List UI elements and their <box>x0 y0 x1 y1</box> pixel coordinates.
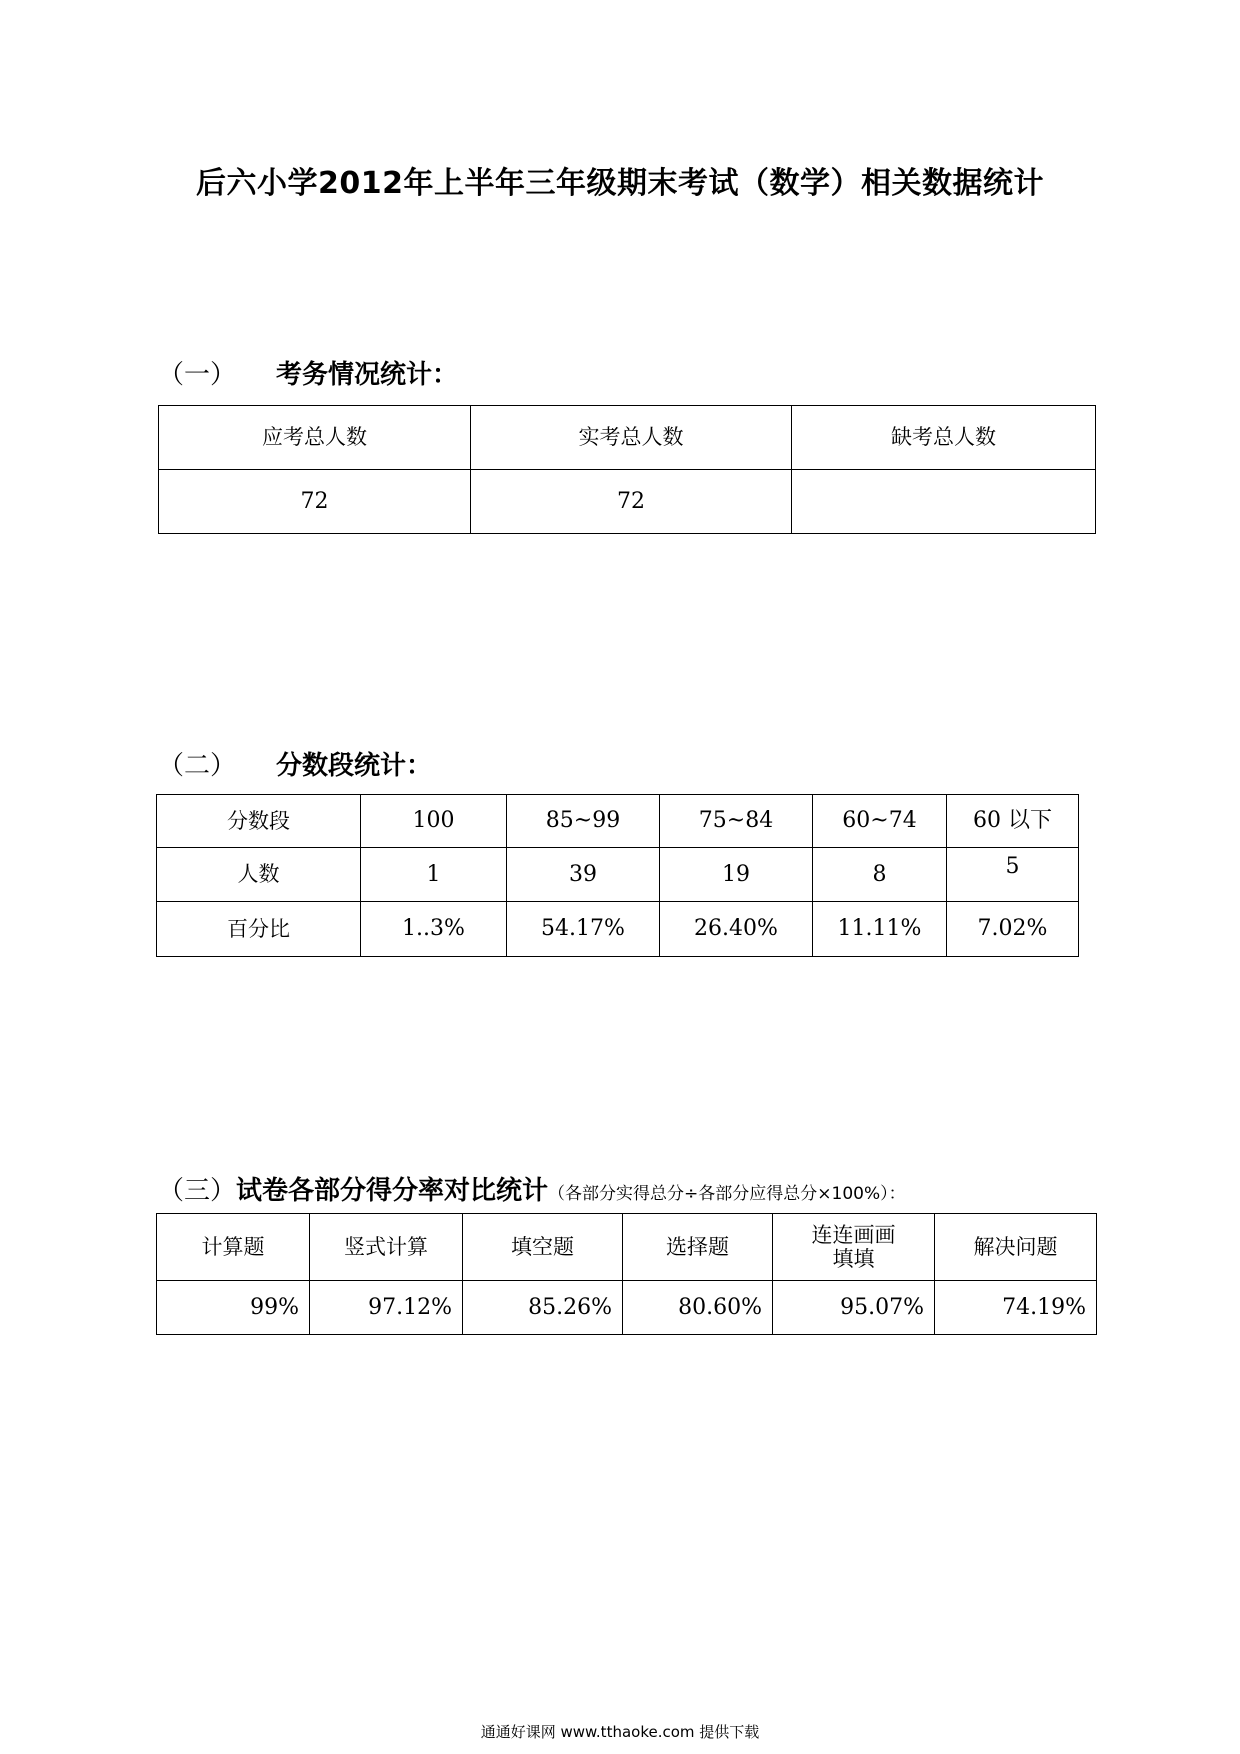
section-2-number: （二） <box>158 751 237 781</box>
table-cell: 人数 <box>157 848 361 902</box>
table-header-cell: 竖式计算 <box>310 1214 463 1281</box>
footer-text: 通通好课网 www.tthaoke.com 提供下载 <box>480 1723 760 1741</box>
table-cell: 85.26% <box>463 1281 623 1335</box>
table-cell: 60~74 <box>813 795 947 848</box>
section-3-heading <box>158 1170 906 1207</box>
table-cell: 1..3% <box>361 902 507 957</box>
table-header-cell: 选择题 <box>623 1214 773 1281</box>
score-range-table <box>156 794 1079 957</box>
table-cell: 72 <box>471 470 792 534</box>
table-cell <box>792 470 1096 534</box>
table-cell: 60 以下 <box>947 795 1079 848</box>
page-title: 后六小学2012年上半年三年级期末考试（数学）相关数据统计 <box>196 166 1044 201</box>
table-row <box>157 902 1079 957</box>
table-cell: 百分比 <box>157 902 361 957</box>
table-cell: 72 <box>159 470 471 534</box>
table-cell: 99% <box>157 1281 310 1335</box>
table-cell: 54.17% <box>507 902 660 957</box>
table-header-cell: 缺考总人数 <box>792 406 1096 470</box>
section-2-heading <box>158 745 432 782</box>
table-header-cell: 解决问题 <box>935 1214 1097 1281</box>
table-row <box>157 1214 1097 1281</box>
table-cell: 74.19% <box>935 1281 1097 1335</box>
section-1-heading <box>158 354 458 391</box>
section-3-note: （各部分实得总分÷各部分应得总分×100%）： <box>548 1184 906 1204</box>
table-header-cell: 填空题 <box>463 1214 623 1281</box>
table-cell: 39 <box>507 848 660 902</box>
table-header-cell: 应考总人数 <box>159 406 471 470</box>
table-cell: 19 <box>660 848 813 902</box>
exam-attendance-table <box>158 405 1096 534</box>
section-3-title: 试卷各部分得分率对比统计 <box>236 1176 549 1206</box>
section-1-title: 考务情况统计： <box>276 360 459 390</box>
table-row <box>159 406 1096 470</box>
table-cell: 85~99 <box>507 795 660 848</box>
table-row <box>159 470 1096 534</box>
table-cell: 8 <box>813 848 947 902</box>
table-cell: 分数段 <box>157 795 361 848</box>
section-2-title: 分数段统计： <box>276 751 433 781</box>
table-cell: 11.11% <box>813 902 947 957</box>
table-header-cell: 计算题 <box>157 1214 310 1281</box>
table-cell: 5 <box>947 848 1079 902</box>
table-cell: 1 <box>361 848 507 902</box>
table-cell: 97.12% <box>310 1281 463 1335</box>
table-cell: 26.40% <box>660 902 813 957</box>
table-row <box>157 795 1079 848</box>
section-3-number: （三） <box>158 1176 237 1206</box>
table-cell: 75~84 <box>660 795 813 848</box>
table-row <box>157 1281 1097 1335</box>
section-score-rate-table <box>156 1213 1097 1335</box>
table-cell: 95.07% <box>773 1281 935 1335</box>
section-1-number: （一） <box>158 360 237 390</box>
table-cell: 7.02% <box>947 902 1079 957</box>
table-header-cell: 实考总人数 <box>471 406 792 470</box>
table-header-cell: 连连画画 填填 <box>773 1214 935 1281</box>
table-cell: 100 <box>361 795 507 848</box>
table-row <box>157 848 1079 902</box>
table-cell: 80.60% <box>623 1281 773 1335</box>
